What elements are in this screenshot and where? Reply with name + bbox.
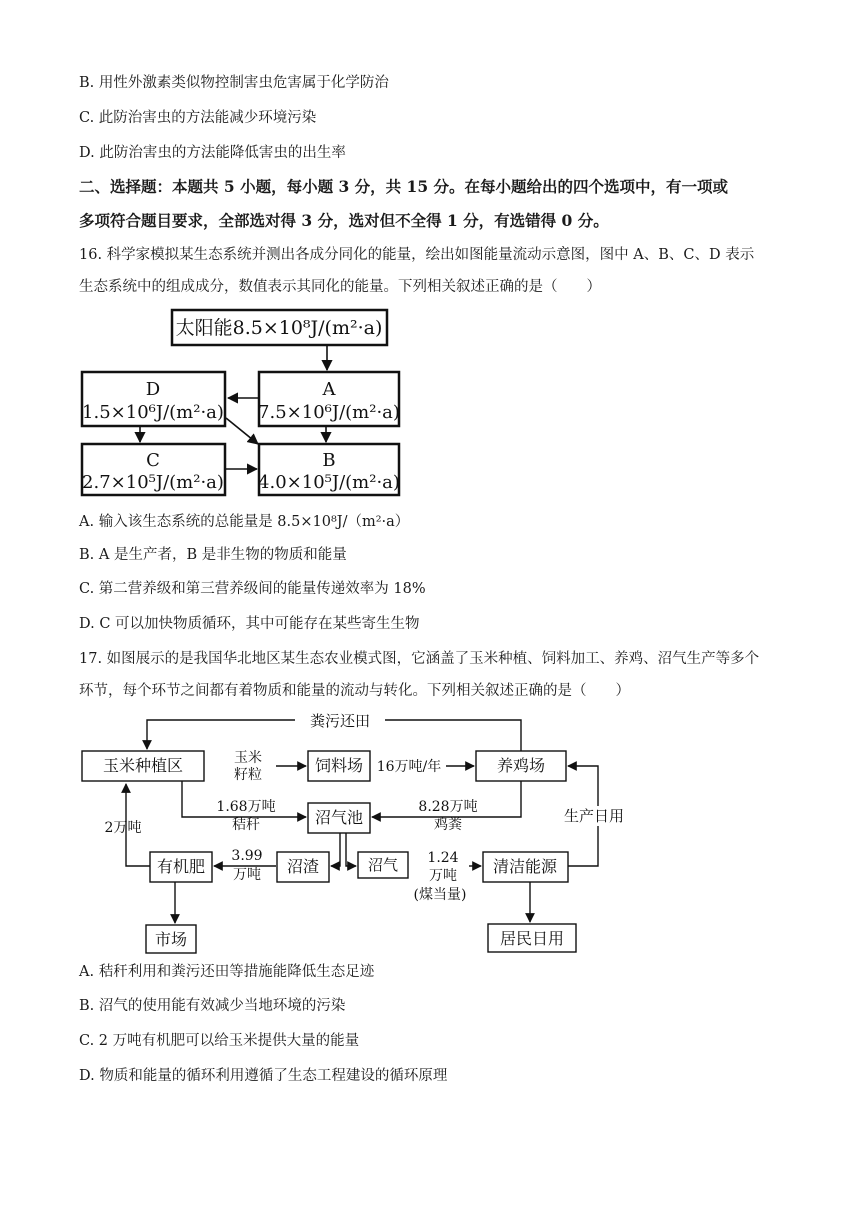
option-line-d: D. 此防治害虫的方法能降低害虫的出生率	[79, 145, 346, 161]
section-heading-line2: 多项符合题目要求，全部选对得 3 分，选对但不全得 1 分，有选错得 0 分。	[79, 211, 609, 230]
manure-return-label: 粪污还田	[309, 712, 371, 730]
a-value: 7.5×10⁶J/(m²·a)	[258, 402, 400, 423]
q16-option-d: D. C 可以加快物质循环，其中可能存在某些寄生生物	[79, 616, 420, 632]
residue-amount-2: 万吨	[233, 867, 261, 883]
gas-label: 沼气	[367, 856, 399, 874]
gas-amount-1: 1.24	[427, 850, 459, 866]
q16-option-b: B. A 是生产者，B 是非生物的物质和能量	[79, 547, 347, 563]
q17-option-c: C. 2 万吨有机肥可以给玉米提供大量的能量	[79, 1033, 360, 1049]
sun-label: 太阳能8.5×10⁸J/(m²·a)	[175, 317, 383, 339]
manure-amount: 8.28万吨	[418, 799, 478, 815]
option-line-c: C. 此防治害虫的方法能减少环境污染	[79, 110, 317, 126]
arrow-pool-gas	[346, 833, 356, 866]
resident-label: 居民日用	[499, 929, 565, 948]
c-value: 2.7×10⁵J/(m²·a)	[82, 472, 224, 493]
q17-stem-line2: 环节，每个环节之间都有着物质和能量的流动与转化。下列相关叙述正确的是（ ）	[79, 683, 630, 699]
q16-stem-line2: 生态系统中的组成成分，数值表示其同化的能量。下列相关叙述正确的是（ ）	[79, 279, 601, 295]
d-value: 1.5×10⁶J/(m²·a)	[82, 402, 224, 423]
residue-label: 沼渣	[286, 857, 320, 876]
q17-option-b: B. 沼气的使用能有效减少当地环境的污染	[79, 998, 346, 1014]
q16-option-a: A. 输入该生态系统的总能量是 8.5×10⁸J/（m²·a）	[79, 514, 410, 530]
straw-label: 秸秆	[232, 817, 260, 833]
b-name: B	[322, 450, 336, 471]
biogas-pool-label: 沼气池	[314, 808, 364, 827]
feed-label: 饲料场	[314, 756, 364, 775]
a-name: A	[322, 379, 336, 400]
c-name: C	[146, 450, 160, 471]
corn-label: 玉米种植区	[102, 756, 184, 775]
clean-energy-label: 清洁能源	[492, 857, 558, 876]
two-tons-label: 2万吨	[104, 820, 142, 836]
arrow-pool-residue	[331, 833, 340, 866]
gas-amount-3: (煤当量)	[413, 887, 467, 903]
d-name: D	[145, 379, 161, 400]
option-line-b: B. 用性外激素类似物控制害虫危害属于化学防治	[79, 75, 389, 91]
seed-label-1: 玉米	[234, 750, 262, 766]
residue-amount-1: 3.99	[231, 848, 263, 864]
market-label: 市场	[154, 930, 188, 949]
manure-label: 鸡粪	[434, 817, 462, 833]
section-heading-line1: 二、选择题：本题共 5 小题，每小题 3 分，共 15 分。在每小题给出的四个选项中，有一项或	[79, 177, 729, 196]
b-value: 4.0×10⁵J/(m²·a)	[258, 472, 400, 493]
daily-use-label: 生产日用	[563, 807, 625, 825]
q17-stem-line1: 17. 如图展示的是我国华北地区某生态农业模式图，它涵盖了玉米种植、饲料加工、养鸡、沼气生产等多个	[79, 651, 760, 667]
straw-amount: 1.68万吨	[216, 799, 276, 815]
arrow-d-b	[226, 418, 258, 444]
q16-stem-line1: 16. 科学家模拟某生态系统并测出各成分同化的能量，绘出如图能量流动示意图，图中 A、B、C、D 表示	[79, 247, 755, 263]
chicken-label: 养鸡场	[496, 756, 546, 775]
q16-option-c: C. 第二营养级和第三营养级间的能量传递效率为 18%	[79, 581, 426, 597]
q17-option-a: A. 秸秆利用和粪污还田等措施能降低生态足迹	[79, 964, 375, 980]
seed-label-2: 籽粒	[234, 767, 262, 783]
feed-flow-label: 16万吨/年	[376, 759, 442, 775]
fertilizer-label: 有机肥	[156, 857, 206, 876]
gas-amount-2: 万吨	[429, 868, 457, 884]
q17-option-d: D. 物质和能量的循环利用遵循了生态工程建设的循环原理	[79, 1068, 448, 1084]
